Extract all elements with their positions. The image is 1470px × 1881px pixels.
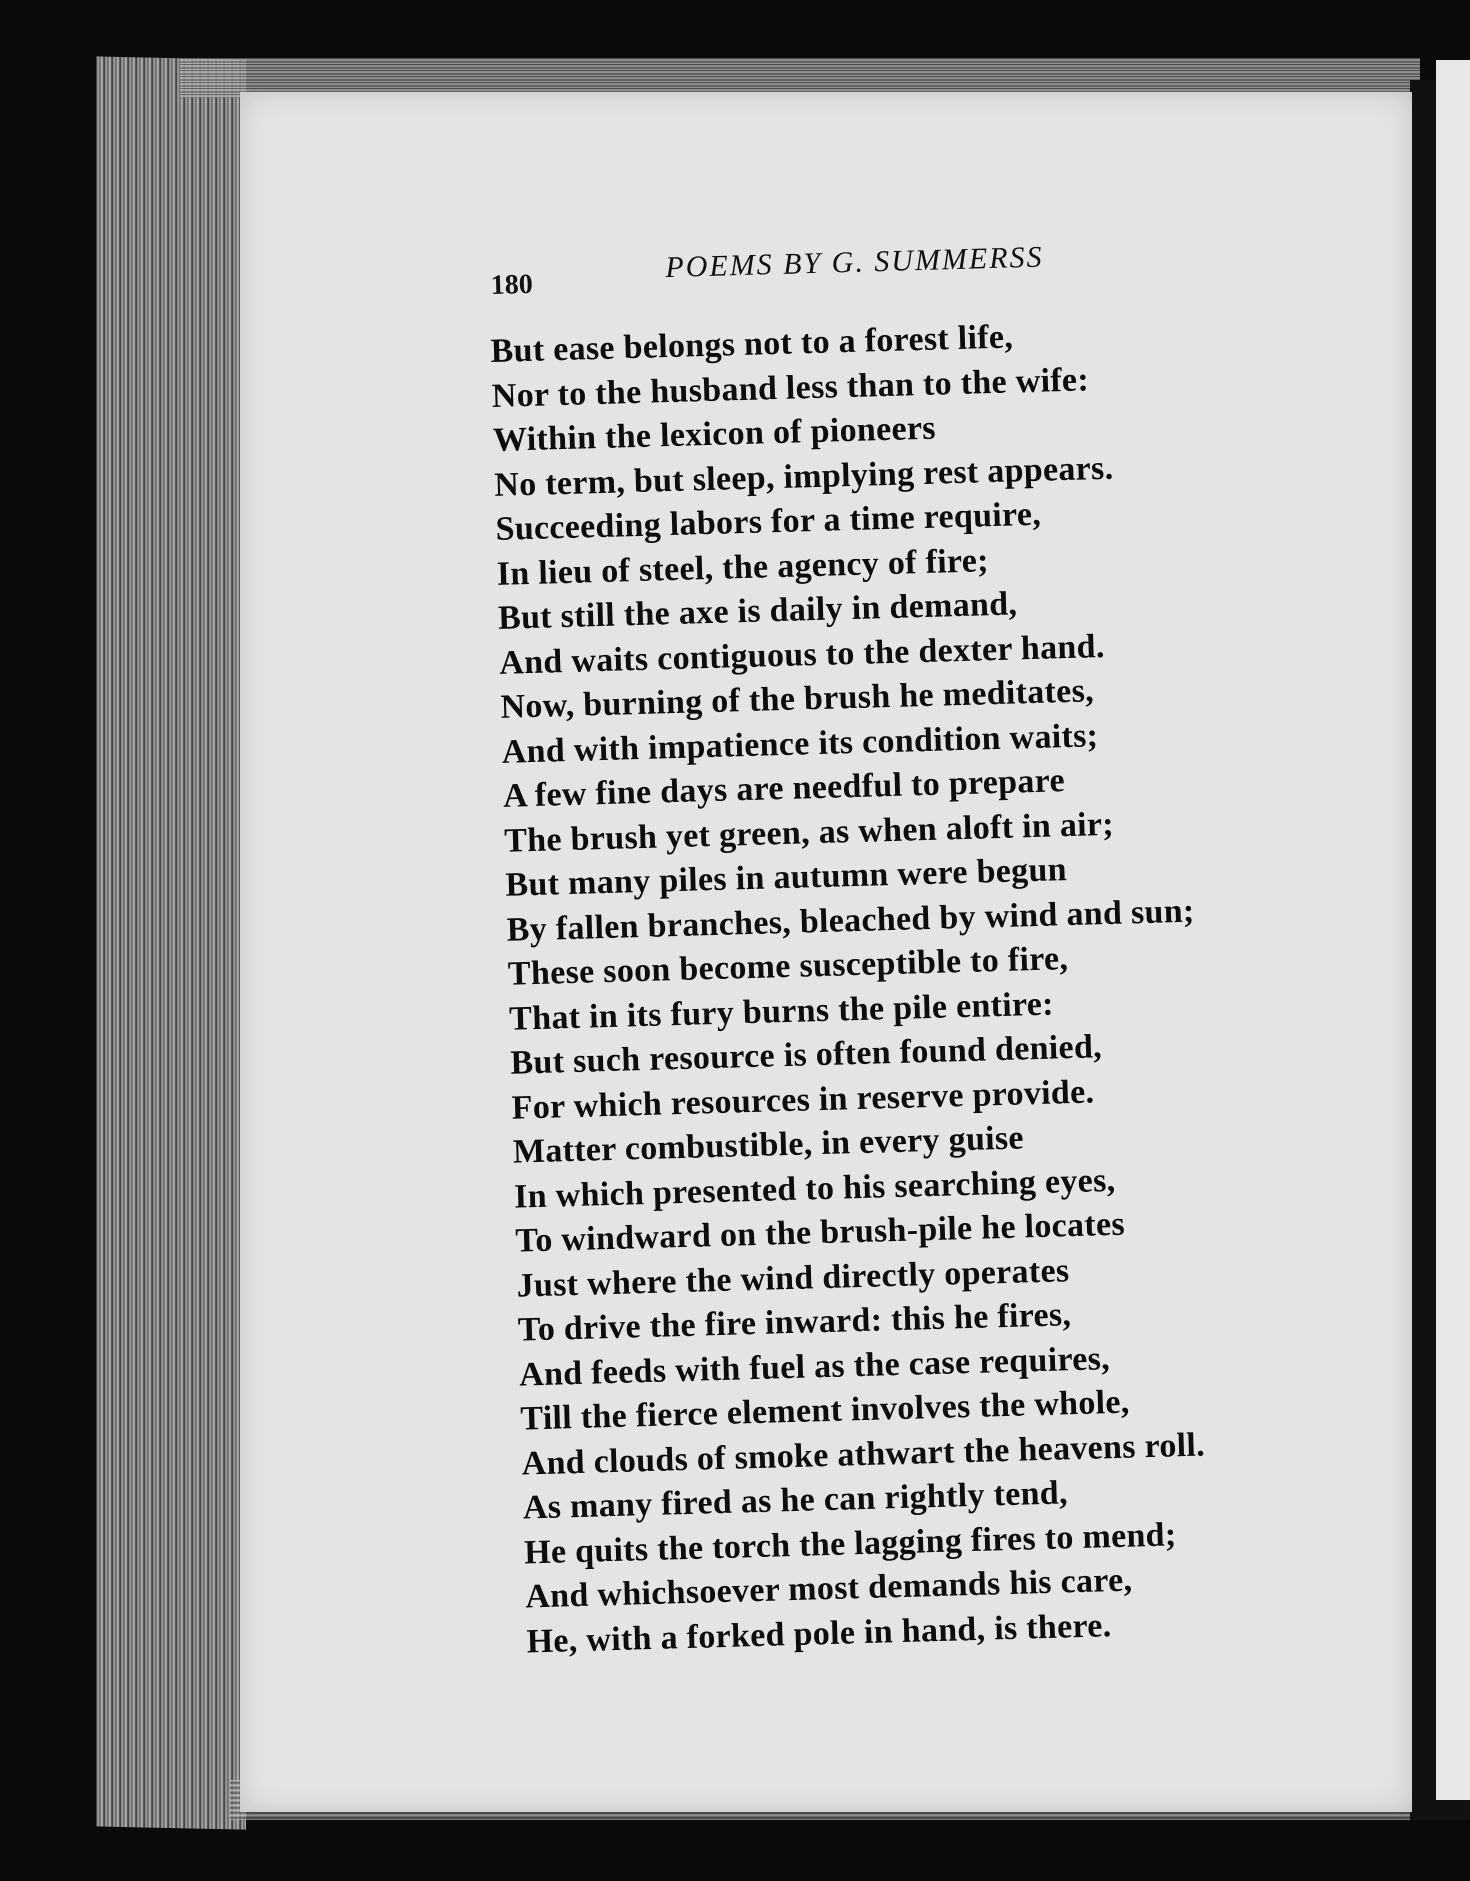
page-edges-left [96, 56, 246, 1829]
poem-line: By fallen branches, bleached by wind and sun; [506, 892, 1196, 949]
poem-line: That in its fury burns the pile entire: [508, 985, 1055, 1038]
poem-line: In which presented to his searching eyes, [513, 1161, 1116, 1216]
poem-line: But still the axe is daily in demand, [497, 585, 1018, 637]
poem-line: To windward on the brush-pile he locates [514, 1205, 1126, 1260]
poem-line: But ease belongs not to a forest life, [490, 318, 1014, 370]
poem-line: As many fired as he can rightly tend, [522, 1474, 1069, 1527]
poem-line: In lieu of steel, the agency of fire; [496, 541, 990, 593]
poem-line: The brush yet green, as when aloft in air; [503, 805, 1115, 860]
running-title: POEMS BY G. SUMMERSS [664, 240, 1044, 285]
poem-text [490, 308, 1327, 1665]
poem-line: But such resource is often found denied, [509, 1028, 1103, 1082]
poem-line: These soon become susceptible to fire, [507, 940, 1069, 993]
poem-line: He, with a forked pole in hand, is there. [526, 1606, 1112, 1660]
poem-line: Within the lexicon of pioneers [492, 409, 937, 459]
poem-line: A few fine days are needful to prepare [502, 762, 1066, 815]
poem-line: To drive the fire inward: this he fires, [517, 1296, 1072, 1349]
facing-page-edge [1436, 60, 1470, 1800]
poem-line: He quits the torch the lagging fires to mend; [523, 1515, 1177, 1572]
poem-line: And whichsoever most demands his care, [524, 1561, 1133, 1616]
poem-line: And waits contiguous to the dexter hand. [498, 627, 1106, 682]
poem-line: And feeds with fuel as the case requires, [518, 1339, 1111, 1394]
poem-line: But many piles in autumn were begun [504, 851, 1068, 904]
poem-line: No term, but sleep, implying rest appears. [493, 449, 1114, 504]
poem-line: And clouds of smoke athwart the heavens roll. [521, 1425, 1206, 1483]
page-number: 180 [490, 268, 534, 301]
poem-line: For which resources in reserve provide. [511, 1072, 1095, 1127]
poem-line: Matter combustible, in every guise [512, 1119, 1025, 1171]
poem-line: And with impatience its condition waits; [501, 716, 1099, 771]
poem-line: Now, burning of the brush he meditates, [500, 672, 1095, 726]
poem-line: Nor to the husband less than to the wife: [491, 360, 1090, 415]
poem-line: Succeeding labors for a time require, [495, 495, 1042, 548]
poem-line: Till the fierce element involves the whole, [519, 1383, 1131, 1438]
poem-line: Just where the wind directly operates [516, 1251, 1070, 1305]
